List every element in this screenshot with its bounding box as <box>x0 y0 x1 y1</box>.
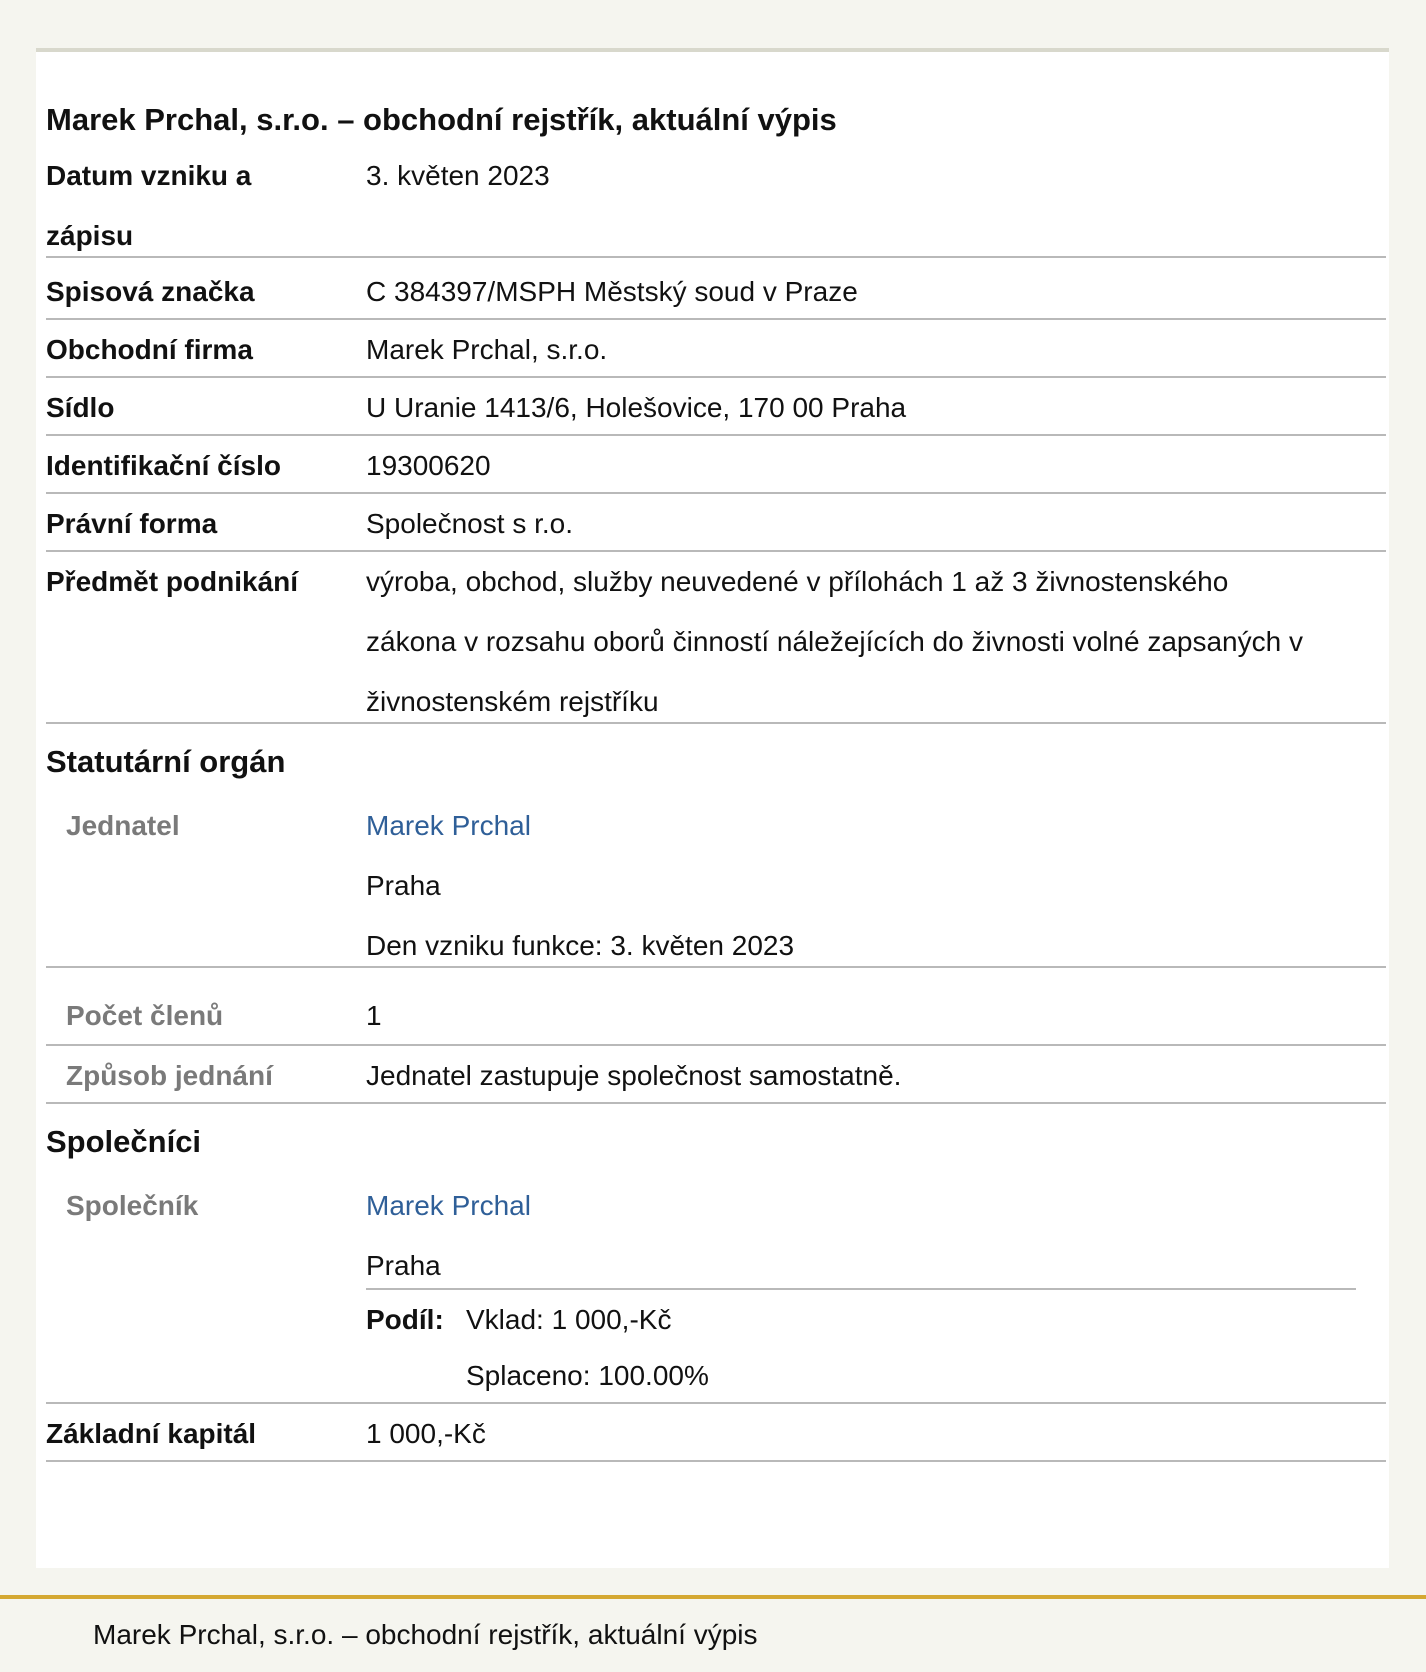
register-card <box>36 48 1389 1568</box>
predmet-label: Předmět podnikání <box>46 566 299 597</box>
pocet-label: Počet členů <box>66 1000 224 1031</box>
row-spisova-znacka <box>46 262 1386 320</box>
row-zpusob-jednani <box>46 1046 1386 1104</box>
datum-value: 3. květen 2023 <box>366 160 550 191</box>
predmet-line: živnostenském rejstříku <box>366 686 659 717</box>
pocet-value: 1 <box>366 1000 382 1031</box>
section-statutarni-organ: Statutární orgán <box>46 744 286 779</box>
page-title: Marek Prchal, s.r.o. – obchodní rejstřík, aktuální výpis <box>46 102 837 137</box>
podil-vklad: Vklad: 1 000,-Kč <box>466 1304 672 1335</box>
ico-value: 19300620 <box>366 450 491 481</box>
predmet-value <box>366 552 1376 732</box>
firma-value: Marek Prchal, s.r.o. <box>366 334 608 365</box>
podil-label: Podíl: <box>366 1304 444 1335</box>
spolecnik-city: Praha <box>366 1250 441 1281</box>
footer-text: Marek Prchal, s.r.o. – obchodní rejstřík, aktuální výpis <box>93 1619 758 1650</box>
datum-label <box>46 146 346 266</box>
jednatel-name-link[interactable]: Marek Prchal <box>366 810 531 841</box>
sidlo-value: U Uranie 1413/6, Holešovice, 170 00 Praha <box>366 392 907 423</box>
firma-label: Obchodní firma <box>46 334 253 365</box>
kapital-value: 1 000,-Kč <box>366 1418 486 1449</box>
kapital-label: Základní kapitál <box>46 1418 257 1449</box>
predmet-line: výroba, obchod, služby neuvedené v přílohách 1 až 3 živnostenského <box>366 566 1229 597</box>
predmet-line: zákona v rozsahu oborů činností náležejících do živnosti volné zapsaných v <box>366 626 1303 657</box>
forma-label: Právní forma <box>46 508 218 539</box>
ico-label: Identifikační číslo <box>46 450 281 481</box>
datum-label-line-1: Datum vzniku a <box>46 160 252 191</box>
row-sidlo <box>46 378 1386 436</box>
row-obchodni-firma <box>46 320 1386 378</box>
spolecnik-label: Společník <box>66 1190 199 1221</box>
datum-label-line-2: zápisu <box>46 220 134 251</box>
spisova-label: Spisová značka <box>46 276 255 307</box>
zpusob-value: Jednatel zastupuje společnost samostatně. <box>366 1060 902 1091</box>
row-jednatel <box>46 796 1386 968</box>
jednatel-since: Den vzniku funkce: 3. květen 2023 <box>366 930 795 961</box>
row-datum-vzniku <box>46 146 1386 258</box>
spisova-value: C 384397/MSPH Městský soud v Praze <box>366 276 858 307</box>
jednatel-city: Praha <box>366 870 441 901</box>
row-pocet-clenu <box>46 986 1386 1046</box>
spolecnik-value <box>366 1176 1376 1296</box>
forma-value: Společnost s r.o. <box>366 508 574 539</box>
row-zakladni-kapital <box>46 1404 1386 1462</box>
row-spolecnik <box>46 1176 1386 1404</box>
sidlo-label: Sídlo <box>46 392 115 423</box>
jednatel-value <box>366 796 1376 976</box>
spolecnik-name-link[interactable]: Marek Prchal <box>366 1190 531 1221</box>
jednatel-label: Jednatel <box>66 810 180 841</box>
footer <box>0 1595 1426 1672</box>
podil-splaceno: Splaceno: 100.00% <box>466 1360 709 1391</box>
section-spolecnici: Společníci <box>46 1124 202 1159</box>
zpusob-label: Způsob jednání <box>66 1060 273 1091</box>
row-pravni-forma <box>46 494 1386 552</box>
row-identifikacni-cislo <box>46 436 1386 494</box>
row-predmet-podnikani <box>46 552 1386 724</box>
